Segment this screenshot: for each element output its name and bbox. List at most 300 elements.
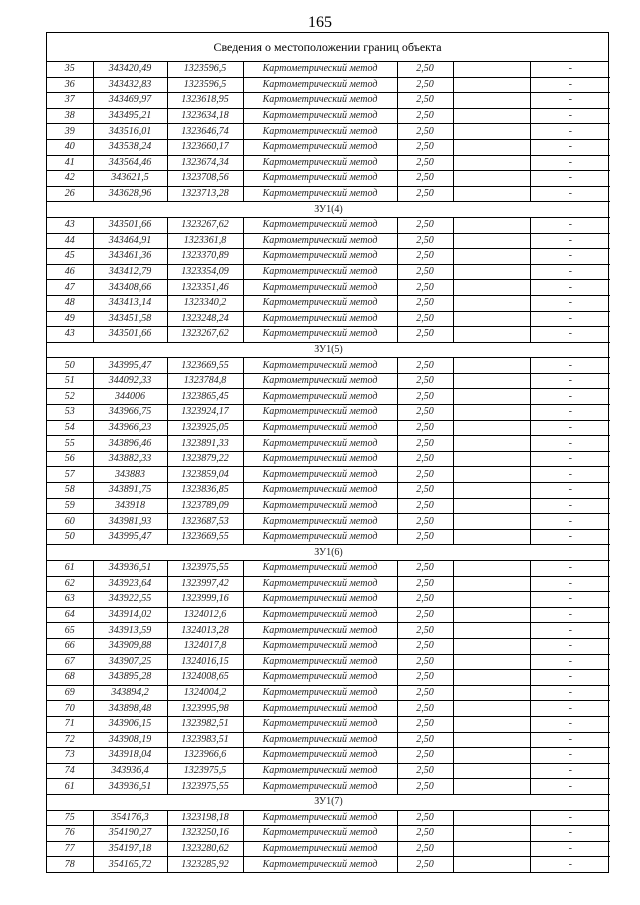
description-cell <box>453 763 530 779</box>
table-row <box>47 826 610 842</box>
accuracy-cell: 2,50 <box>397 155 453 171</box>
table-row <box>47 389 610 405</box>
x-coordinate-cell: 343432,83 <box>93 77 167 93</box>
description-cell <box>453 576 530 592</box>
accuracy-cell: 2,50 <box>397 186 453 202</box>
method-cell: Картометрический метод <box>243 139 397 155</box>
method-cell: Картометрический метод <box>243 436 397 452</box>
description-cell <box>453 171 530 187</box>
y-coordinate-cell: 1323354,09 <box>167 264 243 280</box>
point-number-cell: 39 <box>47 124 93 140</box>
table-row <box>47 451 610 467</box>
description-cell <box>453 155 530 171</box>
method-cell: Картометрический метод <box>243 93 397 109</box>
dash-cell: - <box>530 249 610 265</box>
point-number-cell: 49 <box>47 311 93 327</box>
dash-cell: - <box>530 358 610 374</box>
method-cell: Картометрический метод <box>243 670 397 686</box>
x-coordinate-cell: 343451,58 <box>93 311 167 327</box>
table-row <box>47 841 610 857</box>
accuracy-cell: 2,50 <box>397 327 453 343</box>
description-cell <box>453 373 530 389</box>
method-cell: Картометрический метод <box>243 249 397 265</box>
table-row <box>47 405 610 421</box>
x-coordinate-cell: 343894,2 <box>93 685 167 701</box>
table-row <box>47 295 610 311</box>
x-coordinate-cell: 343883 <box>93 467 167 483</box>
method-cell: Картометрический метод <box>243 763 397 779</box>
point-number-cell: 63 <box>47 592 93 608</box>
dash-cell: - <box>530 420 610 436</box>
table-row <box>47 139 610 155</box>
dash-cell: - <box>530 841 610 857</box>
description-cell <box>453 529 530 545</box>
table-row <box>47 592 610 608</box>
dash-cell: - <box>530 716 610 732</box>
method-cell: Картометрический метод <box>243 358 397 374</box>
point-number-cell: 72 <box>47 732 93 748</box>
x-coordinate-cell: 343923,64 <box>93 576 167 592</box>
description-cell <box>453 685 530 701</box>
x-coordinate-cell: 343966,75 <box>93 405 167 421</box>
table-row <box>47 373 610 389</box>
method-cell: Картометрический метод <box>243 592 397 608</box>
description-cell <box>453 436 530 452</box>
dash-cell: - <box>530 514 610 530</box>
table-row <box>47 436 610 452</box>
point-number-cell: 78 <box>47 857 93 872</box>
x-coordinate-cell: 343906,15 <box>93 716 167 732</box>
point-number-cell: 57 <box>47 467 93 483</box>
description-cell <box>453 389 530 405</box>
y-coordinate-cell: 1323997,42 <box>167 576 243 592</box>
method-cell: Картометрический метод <box>243 685 397 701</box>
point-number-cell: 43 <box>47 327 93 343</box>
y-coordinate-cell: 1323784,8 <box>167 373 243 389</box>
x-coordinate-cell: 344006 <box>93 389 167 405</box>
x-coordinate-cell: 343936,51 <box>93 561 167 577</box>
accuracy-cell: 2,50 <box>397 826 453 842</box>
accuracy-cell: 2,50 <box>397 670 453 686</box>
accuracy-cell: 2,50 <box>397 483 453 499</box>
table-row <box>47 358 610 374</box>
y-coordinate-cell: 1323983,51 <box>167 732 243 748</box>
accuracy-cell: 2,50 <box>397 108 453 124</box>
x-coordinate-cell: 343936,51 <box>93 779 167 795</box>
point-number-cell: 66 <box>47 638 93 654</box>
y-coordinate-cell: 1323370,89 <box>167 249 243 265</box>
y-coordinate-cell: 1323250,16 <box>167 826 243 842</box>
method-cell: Картометрический метод <box>243 857 397 872</box>
table-row <box>47 77 610 93</box>
point-number-cell: 36 <box>47 77 93 93</box>
x-coordinate-cell: 343495,21 <box>93 108 167 124</box>
description-cell <box>453 217 530 233</box>
y-coordinate-cell: 1323660,17 <box>167 139 243 155</box>
dash-cell: - <box>530 857 610 872</box>
accuracy-cell: 2,50 <box>397 607 453 623</box>
point-number-cell: 37 <box>47 93 93 109</box>
point-number-cell: 68 <box>47 670 93 686</box>
y-coordinate-cell: 1323198,18 <box>167 810 243 826</box>
description-cell <box>453 826 530 842</box>
y-coordinate-cell: 1323248,24 <box>167 311 243 327</box>
y-coordinate-cell: 1323999,16 <box>167 592 243 608</box>
description-cell <box>453 467 530 483</box>
dash-cell: - <box>530 498 610 514</box>
description-cell <box>453 93 530 109</box>
y-coordinate-cell: 1323596,5 <box>167 62 243 77</box>
description-cell <box>453 358 530 374</box>
method-cell: Картометрический метод <box>243 732 397 748</box>
x-coordinate-cell: 343966,23 <box>93 420 167 436</box>
accuracy-cell: 2,50 <box>397 623 453 639</box>
y-coordinate-cell: 1323687,53 <box>167 514 243 530</box>
accuracy-cell: 2,50 <box>397 732 453 748</box>
method-cell: Картометрический метод <box>243 280 397 296</box>
method-cell: Картометрический метод <box>243 498 397 514</box>
accuracy-cell: 2,50 <box>397 685 453 701</box>
point-number-cell: 59 <box>47 498 93 514</box>
point-number-cell: 53 <box>47 405 93 421</box>
method-cell: Картометрический метод <box>243 483 397 499</box>
dash-cell: - <box>530 607 610 623</box>
x-coordinate-cell: 354190,27 <box>93 826 167 842</box>
x-coordinate-cell: 354165,72 <box>93 857 167 872</box>
section-label: ЗУ1(6) <box>47 545 610 561</box>
method-cell: Картометрический метод <box>243 654 397 670</box>
description-cell <box>453 623 530 639</box>
method-cell: Картометрический метод <box>243 155 397 171</box>
table-row <box>47 748 610 764</box>
dash-cell: - <box>530 311 610 327</box>
dash-cell: - <box>530 638 610 654</box>
description-cell <box>453 233 530 249</box>
description-cell <box>453 514 530 530</box>
description-cell <box>453 264 530 280</box>
point-number-cell: 35 <box>47 62 93 77</box>
dash-cell: - <box>530 732 610 748</box>
point-number-cell: 50 <box>47 358 93 374</box>
y-coordinate-cell: 1324004,2 <box>167 685 243 701</box>
x-coordinate-cell: 354197,18 <box>93 841 167 857</box>
y-coordinate-cell: 1323669,55 <box>167 529 243 545</box>
point-number-cell: 56 <box>47 451 93 467</box>
dash-cell: - <box>530 685 610 701</box>
accuracy-cell: 2,50 <box>397 529 453 545</box>
description-cell <box>453 280 530 296</box>
point-number-cell: 60 <box>47 514 93 530</box>
dash-cell: - <box>530 186 610 202</box>
y-coordinate-cell: 1323267,62 <box>167 327 243 343</box>
table-row <box>47 249 610 265</box>
dash-cell: - <box>530 295 610 311</box>
dash-cell: - <box>530 280 610 296</box>
x-coordinate-cell: 343918,04 <box>93 748 167 764</box>
accuracy-cell: 2,50 <box>397 763 453 779</box>
accuracy-cell: 2,50 <box>397 576 453 592</box>
description-cell <box>453 327 530 343</box>
table-row <box>47 171 610 187</box>
accuracy-cell: 2,50 <box>397 498 453 514</box>
table-row <box>47 857 610 872</box>
point-number-cell: 45 <box>47 249 93 265</box>
x-coordinate-cell: 343461,36 <box>93 249 167 265</box>
point-number-cell: 44 <box>47 233 93 249</box>
y-coordinate-cell: 1323925,05 <box>167 420 243 436</box>
accuracy-cell: 2,50 <box>397 638 453 654</box>
x-coordinate-cell: 343898,48 <box>93 701 167 717</box>
dash-cell: - <box>530 436 610 452</box>
accuracy-cell: 2,50 <box>397 451 453 467</box>
x-coordinate-cell: 343538,24 <box>93 139 167 155</box>
x-coordinate-cell: 343914,02 <box>93 607 167 623</box>
method-cell: Картометрический метод <box>243 405 397 421</box>
coordinates-sheet <box>46 32 609 873</box>
description-cell <box>453 654 530 670</box>
section-row <box>47 342 610 358</box>
description-cell <box>453 62 530 77</box>
method-cell: Картометрический метод <box>243 607 397 623</box>
method-cell: Картометрический метод <box>243 779 397 795</box>
section-row <box>47 545 610 561</box>
y-coordinate-cell: 1323285,92 <box>167 857 243 872</box>
table-row <box>47 186 610 202</box>
dash-cell: - <box>530 264 610 280</box>
accuracy-cell: 2,50 <box>397 217 453 233</box>
x-coordinate-cell: 343995,47 <box>93 529 167 545</box>
y-coordinate-cell: 1323836,85 <box>167 483 243 499</box>
section-label: ЗУ1(7) <box>47 794 610 810</box>
dash-cell: - <box>530 108 610 124</box>
dash-cell: - <box>530 139 610 155</box>
table-row <box>47 124 610 140</box>
accuracy-cell: 2,50 <box>397 358 453 374</box>
method-cell: Картометрический метод <box>243 826 397 842</box>
x-coordinate-cell: 343918 <box>93 498 167 514</box>
x-coordinate-cell: 343981,93 <box>93 514 167 530</box>
accuracy-cell: 2,50 <box>397 716 453 732</box>
x-coordinate-cell: 343564,46 <box>93 155 167 171</box>
y-coordinate-cell: 1323340,2 <box>167 295 243 311</box>
section-label: ЗУ1(4) <box>47 202 610 218</box>
dash-cell: - <box>530 62 610 77</box>
accuracy-cell: 2,50 <box>397 295 453 311</box>
y-coordinate-cell: 1323859,04 <box>167 467 243 483</box>
x-coordinate-cell: 343908,19 <box>93 732 167 748</box>
accuracy-cell: 2,50 <box>397 748 453 764</box>
table-row <box>47 561 610 577</box>
x-coordinate-cell: 343882,33 <box>93 451 167 467</box>
description-cell <box>453 451 530 467</box>
accuracy-cell: 2,50 <box>397 280 453 296</box>
table-row <box>47 514 610 530</box>
x-coordinate-cell: 343621,5 <box>93 171 167 187</box>
accuracy-cell: 2,50 <box>397 467 453 483</box>
y-coordinate-cell: 1323646,74 <box>167 124 243 140</box>
point-number-cell: 38 <box>47 108 93 124</box>
point-number-cell: 26 <box>47 186 93 202</box>
dash-cell: - <box>530 654 610 670</box>
x-coordinate-cell: 343909,88 <box>93 638 167 654</box>
x-coordinate-cell: 343628,96 <box>93 186 167 202</box>
description-cell <box>453 857 530 872</box>
x-coordinate-cell: 343907,25 <box>93 654 167 670</box>
section-label: ЗУ1(5) <box>47 342 610 358</box>
y-coordinate-cell: 1324008,65 <box>167 670 243 686</box>
method-cell: Картометрический метод <box>243 77 397 93</box>
point-number-cell: 47 <box>47 280 93 296</box>
description-cell <box>453 748 530 764</box>
y-coordinate-cell: 1324012,6 <box>167 607 243 623</box>
table-row <box>47 217 610 233</box>
description-cell <box>453 186 530 202</box>
table-row <box>47 732 610 748</box>
dash-cell: - <box>530 373 610 389</box>
y-coordinate-cell: 1323634,18 <box>167 108 243 124</box>
point-number-cell: 42 <box>47 171 93 187</box>
dash-cell: - <box>530 826 610 842</box>
point-number-cell: 46 <box>47 264 93 280</box>
y-coordinate-cell: 1324013,28 <box>167 623 243 639</box>
x-coordinate-cell: 343995,47 <box>93 358 167 374</box>
method-cell: Картометрический метод <box>243 810 397 826</box>
y-coordinate-cell: 1323865,45 <box>167 389 243 405</box>
method-cell: Картометрический метод <box>243 186 397 202</box>
dash-cell: - <box>530 701 610 717</box>
accuracy-cell: 2,50 <box>397 779 453 795</box>
method-cell: Картометрический метод <box>243 264 397 280</box>
method-cell: Картометрический метод <box>243 576 397 592</box>
y-coordinate-cell: 1323789,09 <box>167 498 243 514</box>
point-number-cell: 69 <box>47 685 93 701</box>
point-number-cell: 62 <box>47 576 93 592</box>
table-row <box>47 685 610 701</box>
dash-cell: - <box>530 451 610 467</box>
description-cell <box>453 607 530 623</box>
table-row <box>47 327 610 343</box>
method-cell: Картометрический метод <box>243 514 397 530</box>
point-number-cell: 76 <box>47 826 93 842</box>
description-cell <box>453 810 530 826</box>
accuracy-cell: 2,50 <box>397 561 453 577</box>
x-coordinate-cell: 354176,3 <box>93 810 167 826</box>
dash-cell: - <box>530 623 610 639</box>
method-cell: Картометрический метод <box>243 295 397 311</box>
method-cell: Картометрический метод <box>243 623 397 639</box>
description-cell <box>453 420 530 436</box>
y-coordinate-cell: 1323351,46 <box>167 280 243 296</box>
table-row <box>47 233 610 249</box>
description-cell <box>453 405 530 421</box>
point-number-cell: 75 <box>47 810 93 826</box>
dash-cell: - <box>530 763 610 779</box>
coordinates-table-body <box>47 62 610 872</box>
point-number-cell: 70 <box>47 701 93 717</box>
y-coordinate-cell: 1324017,8 <box>167 638 243 654</box>
y-coordinate-cell: 1324016,15 <box>167 654 243 670</box>
accuracy-cell: 2,50 <box>397 389 453 405</box>
dash-cell: - <box>530 810 610 826</box>
table-row <box>47 576 610 592</box>
accuracy-cell: 2,50 <box>397 857 453 872</box>
table-row <box>47 701 610 717</box>
y-coordinate-cell: 1323975,55 <box>167 561 243 577</box>
point-number-cell: 61 <box>47 561 93 577</box>
accuracy-cell: 2,50 <box>397 592 453 608</box>
point-number-cell: 51 <box>47 373 93 389</box>
description-cell <box>453 77 530 93</box>
description-cell <box>453 124 530 140</box>
y-coordinate-cell: 1323267,62 <box>167 217 243 233</box>
dash-cell: - <box>530 592 610 608</box>
accuracy-cell: 2,50 <box>397 373 453 389</box>
y-coordinate-cell: 1323966,6 <box>167 748 243 764</box>
description-cell <box>453 592 530 608</box>
accuracy-cell: 2,50 <box>397 124 453 140</box>
table-row <box>47 763 610 779</box>
point-number-cell: 43 <box>47 217 93 233</box>
point-number-cell: 41 <box>47 155 93 171</box>
method-cell: Картометрический метод <box>243 171 397 187</box>
point-number-cell: 65 <box>47 623 93 639</box>
accuracy-cell: 2,50 <box>397 264 453 280</box>
table-row <box>47 779 610 795</box>
point-number-cell: 67 <box>47 654 93 670</box>
table-row <box>47 62 610 77</box>
description-cell <box>453 139 530 155</box>
x-coordinate-cell: 343891,75 <box>93 483 167 499</box>
method-cell: Картометрический метод <box>243 529 397 545</box>
dash-cell: - <box>530 124 610 140</box>
dash-cell: - <box>530 670 610 686</box>
table-row <box>47 607 610 623</box>
description-cell <box>453 732 530 748</box>
method-cell: Картометрический метод <box>243 701 397 717</box>
table-row <box>47 498 610 514</box>
y-coordinate-cell: 1323975,5 <box>167 763 243 779</box>
y-coordinate-cell: 1323669,55 <box>167 358 243 374</box>
y-coordinate-cell: 1323924,17 <box>167 405 243 421</box>
table-row <box>47 264 610 280</box>
method-cell: Картометрический метод <box>243 389 397 405</box>
method-cell: Картометрический метод <box>243 841 397 857</box>
table-row <box>47 311 610 327</box>
method-cell: Картометрический метод <box>243 561 397 577</box>
point-number-cell: 74 <box>47 763 93 779</box>
table-row <box>47 716 610 732</box>
description-cell <box>453 295 530 311</box>
description-cell <box>453 716 530 732</box>
description-cell <box>453 311 530 327</box>
x-coordinate-cell: 343412,79 <box>93 264 167 280</box>
description-cell <box>453 108 530 124</box>
table-row <box>47 467 610 483</box>
y-coordinate-cell: 1323995,98 <box>167 701 243 717</box>
accuracy-cell: 2,50 <box>397 841 453 857</box>
method-cell: Картометрический метод <box>243 124 397 140</box>
dash-cell: - <box>530 467 610 483</box>
description-cell <box>453 841 530 857</box>
y-coordinate-cell: 1323708,56 <box>167 171 243 187</box>
table-row <box>47 280 610 296</box>
method-cell: Картометрический метод <box>243 373 397 389</box>
dash-cell: - <box>530 327 610 343</box>
table-row <box>47 670 610 686</box>
x-coordinate-cell: 343420,49 <box>93 62 167 77</box>
table-row <box>47 108 610 124</box>
x-coordinate-cell: 343922,55 <box>93 592 167 608</box>
